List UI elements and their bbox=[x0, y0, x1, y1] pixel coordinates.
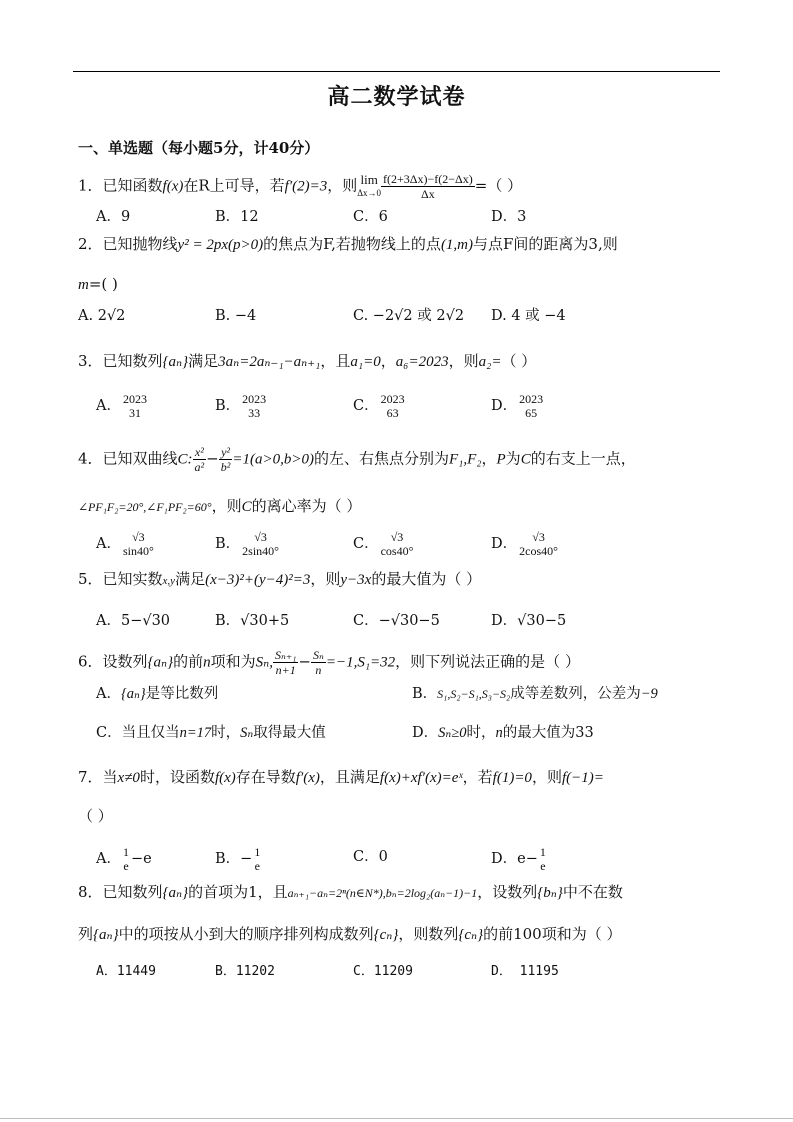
limit-operator: lim Δx→0 bbox=[357, 172, 382, 198]
question-7-stem: 7．当x≠0时，设函数f(x)存在导数f′(x)，且满足f(x)+xf′(x)=eˣ，若f(1)=0，则f(−1)= bbox=[78, 768, 604, 786]
q5-option-c[interactable]: C．−√30−5 bbox=[353, 613, 440, 629]
q7-option-c[interactable]: C．0 bbox=[353, 849, 388, 865]
page-title: 高二数学试卷 bbox=[327, 84, 466, 110]
question-8-stem: 8．已知数列{aₙ}的首项为1，且aₙ₊₁−aₙ=2ⁿ(n∈N*),bₙ=2log₂(aₙ−1)−1，设数列{bₙ}中不在数 bbox=[78, 883, 623, 901]
question-4-stem: 4．已知双曲线C: $\frac{\text{x²}}{\text{a²}}$ − $\frac{\text{y²}}{\text{b²}}$ =1(a>0,b>0)的左、右焦点分别为F₁,F₂，P为C的右支上一点， bbox=[78, 445, 636, 474]
q2-option-d[interactable]: D. 4 或 −4 bbox=[491, 308, 566, 324]
q3-option-d[interactable]: D． 2023 65 bbox=[491, 392, 544, 420]
q5-option-a[interactable]: A．5−√30 bbox=[96, 613, 171, 629]
q2-option-c[interactable]: C. −2√2 或 2√2 bbox=[353, 308, 465, 324]
q4-option-d[interactable]: D． √3 2cos40° bbox=[491, 530, 558, 558]
question-5-stem: 5．已知实数x,y满足(x−3)²+(y−4)²=3，则y−3x的最大值为（ ） bbox=[78, 570, 482, 588]
question-8-line-2: 列{aₙ}中的项按从小到大的顺序排列构成数列{cₙ}，则数列{cₙ}的前100项和为（ ） bbox=[78, 925, 622, 943]
question-6-stem: 6．设数列{aₙ}的前n项和为Sₙ, $\frac{\text{Sₙ₊₁}}{n+1}$ − $\frac{\text{Sₙ}}{n}$ =−1,S₁=32，则下列说法正确的是（ ） bbox=[78, 648, 580, 677]
q5-option-d[interactable]: D．√30−5 bbox=[491, 613, 567, 629]
q8-option-a[interactable]: A．11449 bbox=[96, 964, 156, 979]
q5-option-b[interactable]: B．√30+5 bbox=[215, 613, 290, 629]
header-rule bbox=[73, 71, 720, 72]
q1-option-c[interactable]: C．6 bbox=[353, 209, 388, 225]
question-3-stem: 3．已知数列{aₙ}满足3aₙ=2aₙ₋₁−aₙ₊₁，且a₁=0，a₆=2023，则a₂=（ ） bbox=[78, 352, 537, 370]
q8-option-c[interactable]: C．11209 bbox=[353, 964, 413, 979]
question-2-line-2: m=( ) bbox=[78, 275, 118, 293]
question-1-fraction: $\frac{f(2+3\Delta x)-f(2-\Delta x)}{\Delta x}$ bbox=[383, 172, 473, 201]
q2-option-a[interactable]: A. 2√2 bbox=[78, 308, 126, 324]
hyperbola-y-term: $\frac{\text{y²}}{\text{b²}}$ bbox=[220, 445, 231, 474]
q4-option-c[interactable]: C． √3 cos40° bbox=[353, 530, 414, 558]
q4-option-a[interactable]: A． √3 sin40° bbox=[96, 530, 154, 558]
hyperbola-x-term: $\frac{\text{x²}}{\text{a²}}$ bbox=[194, 445, 205, 474]
q6-option-a[interactable]: A．{aₙ}是等比数列 bbox=[96, 686, 219, 702]
q7-option-d[interactable]: D．e− 1 e bbox=[491, 845, 546, 873]
q7-option-a[interactable]: A． 1 e −e bbox=[96, 845, 152, 873]
section-heading: 一、单选题（每小题5分，计40分） bbox=[78, 139, 320, 157]
q3-option-b[interactable]: B． 2023 33 bbox=[215, 392, 267, 420]
q6-option-b[interactable]: B．S₁,S₂−S₁,S₃−S₂成等差数列，公差为−9 bbox=[412, 686, 658, 702]
q1-option-d[interactable]: D．3 bbox=[491, 209, 527, 225]
q6-option-d[interactable]: D．Sₙ≥0时，n的最大值为33 bbox=[412, 725, 594, 741]
q8-option-b[interactable]: B．11202 bbox=[215, 964, 275, 979]
question-4-line-2: ∠PF₁F₂=20°,∠F₁PF₂=60°，则C的离心率为（ ） bbox=[78, 497, 362, 515]
q8-option-d[interactable]: D． 11195 bbox=[491, 964, 559, 979]
q1-option-a[interactable]: A．9 bbox=[96, 209, 131, 225]
q6-option-c[interactable]: C．当且仅当n=17时，Sₙ取得最大值 bbox=[96, 725, 326, 741]
q6-fraction-2: $\frac{\text{Sₙ}}{n}$ bbox=[312, 648, 324, 677]
q1-option-b[interactable]: B．12 bbox=[215, 209, 259, 225]
q7-option-b[interactable]: B．− 1 e bbox=[215, 845, 261, 873]
question-2-stem: 2．已知抛物线y² = 2px(p>0)的焦点为F,若抛物线上的点(1,m)与点F间的距离为3,则 bbox=[78, 235, 618, 253]
question-7-line-2: （ ） bbox=[78, 807, 113, 825]
q3-option-a[interactable]: A． 2023 31 bbox=[96, 392, 147, 420]
q4-option-b[interactable]: B． √3 2sin40° bbox=[215, 530, 279, 558]
footer-rule bbox=[0, 1118, 793, 1119]
q2-option-b[interactable]: B. −4 bbox=[215, 308, 257, 324]
q6-fraction-1: $\frac{\text{Sₙ₊₁}}{n+1}$ bbox=[275, 648, 297, 677]
q3-option-c[interactable]: C． 2023 63 bbox=[353, 392, 405, 420]
question-1-stem: 1．已知函数f(x)在R上可导，若f′(2)=3，则 lim Δx→0 $\frac{f(2+3\Delta x)-f(2-\Delta x)}{\Delta x}$ =（ ） bbox=[78, 172, 523, 201]
